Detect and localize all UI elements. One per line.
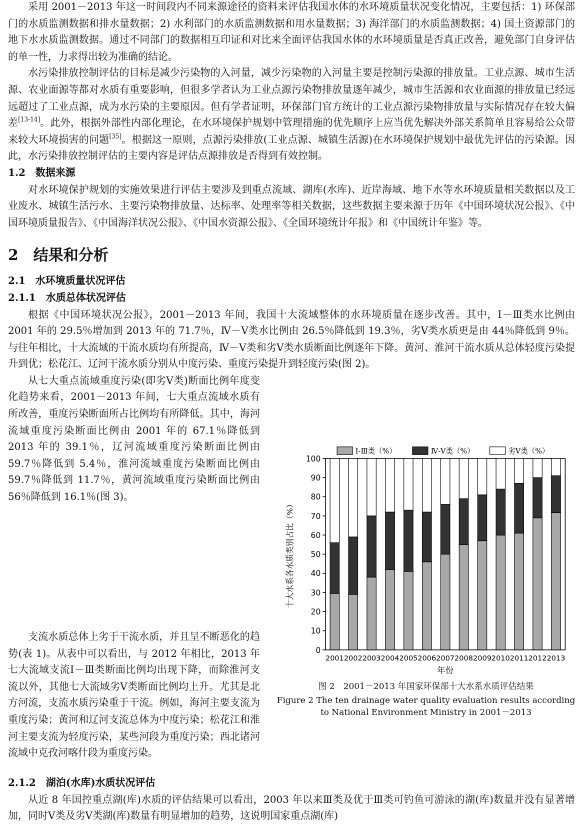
paragraph-text: 水污染排放控制评估的目标是减少污染物的入河量，减少污染物的入河量主要是控制污染源的排放量。工业点源、城市生活源、农业面源等都对水质有重要影响，但很多学者认为工业点源污染物排放量逐年减少，城市生活源和农业面源的排放量已经远远超过了工业点源，成为水污染的主要原因。但有学者证明，环保部门官方统计的工业点源污染物排放量与实际情况存在较大偏差: [8, 68, 575, 130]
citation-ref: [13-14]: [18, 116, 41, 124]
section-heading-2: 2 结果和分析: [8, 246, 109, 265]
paragraph-text: 。此外，根据外部性内部化理论，在水环境保护规划中管理措施的优先顺序上应当优先解决外部关系简单且容易给公众带来较大环境损害的问题: [8, 118, 576, 146]
y-tick-label: 50: [310, 550, 321, 560]
y-tick-label: 30: [310, 588, 321, 598]
left-column-lower: [0, 630, 268, 763]
legend-swatch: [337, 447, 352, 455]
paragraph-data-sources: 对水环境保护规划的实施效果进行评估主要涉及到重点流域、湖库(水库)、近岸海域、地下水等水环境质量相关数据以及工业废水、城镇生活污水、主要污染物排放量、达标率、处理率等相关数据，这些数据主要来源于历年《中国环境状况公报》、《中国环境质量报告》、《中国海洋状况公报》、《中国水资源公报》、《全国环境统计年报》和《中国统计年鉴》等。: [8, 184, 575, 229]
bar-segment-2: [367, 516, 376, 577]
y-tick-label: 70: [310, 511, 321, 521]
bar-segment-3: [496, 458, 505, 489]
y-tick-label: 20: [310, 607, 321, 617]
x-axis-label: 年份: [437, 665, 454, 675]
y-tick-label: 60: [310, 530, 321, 540]
citation-ref: [35]: [109, 133, 122, 141]
x-tick-label: 2004: [380, 653, 400, 663]
x-tick-label: 2011: [509, 653, 529, 663]
figure-caption-cn: 图 2 2001－2013 年国家环保部十大水系水质评估结果: [318, 682, 534, 692]
x-tick-label: 2012: [528, 653, 547, 663]
bar-segment-2: [496, 489, 505, 535]
paragraph-text: 。根据这一原则，点源污染排放(工业点源、城镇生活源)在水环境保护规划中最优先评估的污染源。因此，水污染排放控制评估的主要内容是评估点源排放是否得到有效控制。: [8, 134, 575, 163]
figure-caption-en-2: to National Environment Ministry in 2001－2013: [320, 708, 532, 718]
x-tick-label: 2008: [454, 653, 474, 663]
y-tick-label: 0: [315, 645, 321, 655]
section-heading-1-2: 1.2 数据来源: [8, 167, 76, 179]
x-tick-label: 2003: [362, 653, 381, 663]
bar-segment-3: [478, 458, 487, 494]
bar-segment-2: [459, 499, 468, 545]
x-tick-label: 2009: [472, 653, 492, 663]
x-tick-label: 2006: [417, 653, 437, 663]
paragraph-lakes: 从近 8 年国控重点湖(库)水质的评估结果可以看出，2003 年以来Ⅲ类及优于Ⅲ类可钓鱼可游泳的湖(库)数量并没有显著增加，同时Ⅴ类及劣Ⅴ类湖(库)数量有明显增加的趋势，这说明国家重点湖(库): [8, 794, 575, 823]
section-heading-2-1: 2.1 水环境质量状况评估: [8, 276, 126, 288]
bar-segment-2: [478, 495, 487, 541]
bar-segment-3: [551, 458, 560, 475]
bar-segment-2: [404, 510, 413, 571]
bar-segment-2: [385, 512, 394, 569]
bar-segment-3: [330, 458, 339, 542]
legend-swatch: [412, 447, 427, 455]
bar-segment-2: [551, 476, 560, 513]
y-tick-label: 40: [310, 569, 321, 579]
y-tick-label: 100: [305, 454, 321, 464]
x-tick-label: 2001: [325, 653, 344, 663]
bar-segment-3: [349, 458, 358, 536]
y-tick-label: 90: [310, 473, 321, 483]
x-tick-label: 2007: [436, 653, 455, 663]
bar-segment-3: [422, 458, 431, 512]
bar-segment-3: [533, 458, 542, 477]
bar-segment-3: [459, 458, 468, 498]
paragraph-pollution-control: [0, 66, 583, 166]
figure-caption-en-1: Figure 2 The ten drainage water quality evaluation results according: [276, 696, 576, 706]
paragraph-tributaries: 支流水质总体上劣于干流水质，并且呈不断恶化的趋势(表 1)。从表中可以看出，与 2012 年相比，2013 年七大流域支流Ⅰ－Ⅲ类断面比例均出现下降，而除淮河支流以外，其他七大流域劣Ⅴ类断面比例均上升。尤其是北方河流，支流水质污染重于干流。例如，海河主要支流为重度污染；黄河和辽河支流总体为中度污染；松花江和淮河主要支流为轻度污染，某些河段为重度污染；西北诸河流域中克孜河喀什段为重度污染。: [8, 632, 260, 760]
legend-label: Ⅰ-Ⅲ类（%）: [355, 446, 397, 456]
body-text-lower: [0, 630, 583, 763]
legend-swatch: [490, 447, 505, 455]
bar-segment-2: [441, 504, 450, 554]
x-tick-label: 2013: [546, 653, 566, 663]
bar-segment-2: [330, 543, 339, 594]
x-tick-label: 2002: [343, 653, 363, 663]
left-column: [0, 374, 268, 507]
section-heading-2-1-2: 2.1.2 湖泊(水库)水质状况评估: [8, 778, 156, 789]
legend-label: 劣Ⅴ类（%）: [508, 446, 550, 456]
x-tick-label: 2010: [491, 653, 510, 663]
x-tick-label: 2005: [399, 653, 418, 663]
y-axis-label: 十大水系各水质类别占比（%）: [285, 500, 295, 609]
bar-segment-3: [441, 458, 450, 504]
body-text-bottom: [0, 776, 583, 826]
y-tick-label: 10: [310, 626, 321, 636]
section-heading-2-1-1: 2.1.1 水质总体状况评估: [8, 292, 126, 304]
bar-segment-3: [385, 458, 394, 512]
bar-segment-3: [514, 458, 523, 483]
bar-segment-2: [349, 537, 358, 594]
paragraph-overall-quality: 根据《中国环境状况公报》，2001－2013 年间，我国十大流域整体的水环境质量在逐步改善。其中，Ⅰ－Ⅲ类水比例由 2001 年的 29.5％增加到 2013 年的 71.7％，Ⅳ－Ⅴ类水比例由 26.5％降低到 19.3％，劣Ⅴ类水质更是由 44％降低到 9％。与往年相比，十大流域的干流水质均有所提高，Ⅳ－Ⅴ类和劣Ⅴ类水质断面比例逐年下降。黄河、淮河干流水质从总体轻度污染提升到优；松花江、辽河干流水质分别从中度污染、重度污染提升到轻度污染(图 2)。: [8, 309, 575, 371]
legend-label: Ⅳ-Ⅴ类（%）: [430, 446, 475, 456]
bar-segment-3: [367, 458, 376, 515]
paragraph-data-sources-intro: 采用 2001－2013 年这一时间段内不同来源途径的资料来评估我国水体的水环境质量状况变化情况，主要包括：1) 环保部门的水质监测数据和排水量数据；2) 水利部门的水质监测数据和用水量数据；3) 海洋部门的水质监测数据；4) 国土资源部门的地下水水质监测数据。通过不同部门的数据相互印证和对比来全面评估我国水体的水环境质量是否真正改善，避免部门自身评估的单一性，力求得出较为准确的结论。: [8, 2, 575, 63]
bar-segment-2: [533, 478, 542, 518]
bar-segment-2: [514, 483, 523, 533]
bar-segment-2: [422, 512, 431, 562]
bar-segment-3: [404, 458, 413, 510]
paragraph-seven-basins: 从七大重点流域重度污染(即劣Ⅴ类)断面比例年度变化趋势来看，2001－2013 年间，七大重点流域水质有所改善，重度污染断面所占比例均有所降低。其中，海河流域重度污染断面比例由 2001 年的 67.1％降低到 2013 年的 39.1％，辽河流域重度污染断面比例由 59.7％降低到 5.4％，淮河流域重度污染断面比例由 59.7％降低到 11.7％，黄河流域重度污染断面比例由 56％降低到 16.1％(图 3)。: [8, 375, 260, 504]
y-tick-label: 80: [310, 492, 321, 502]
